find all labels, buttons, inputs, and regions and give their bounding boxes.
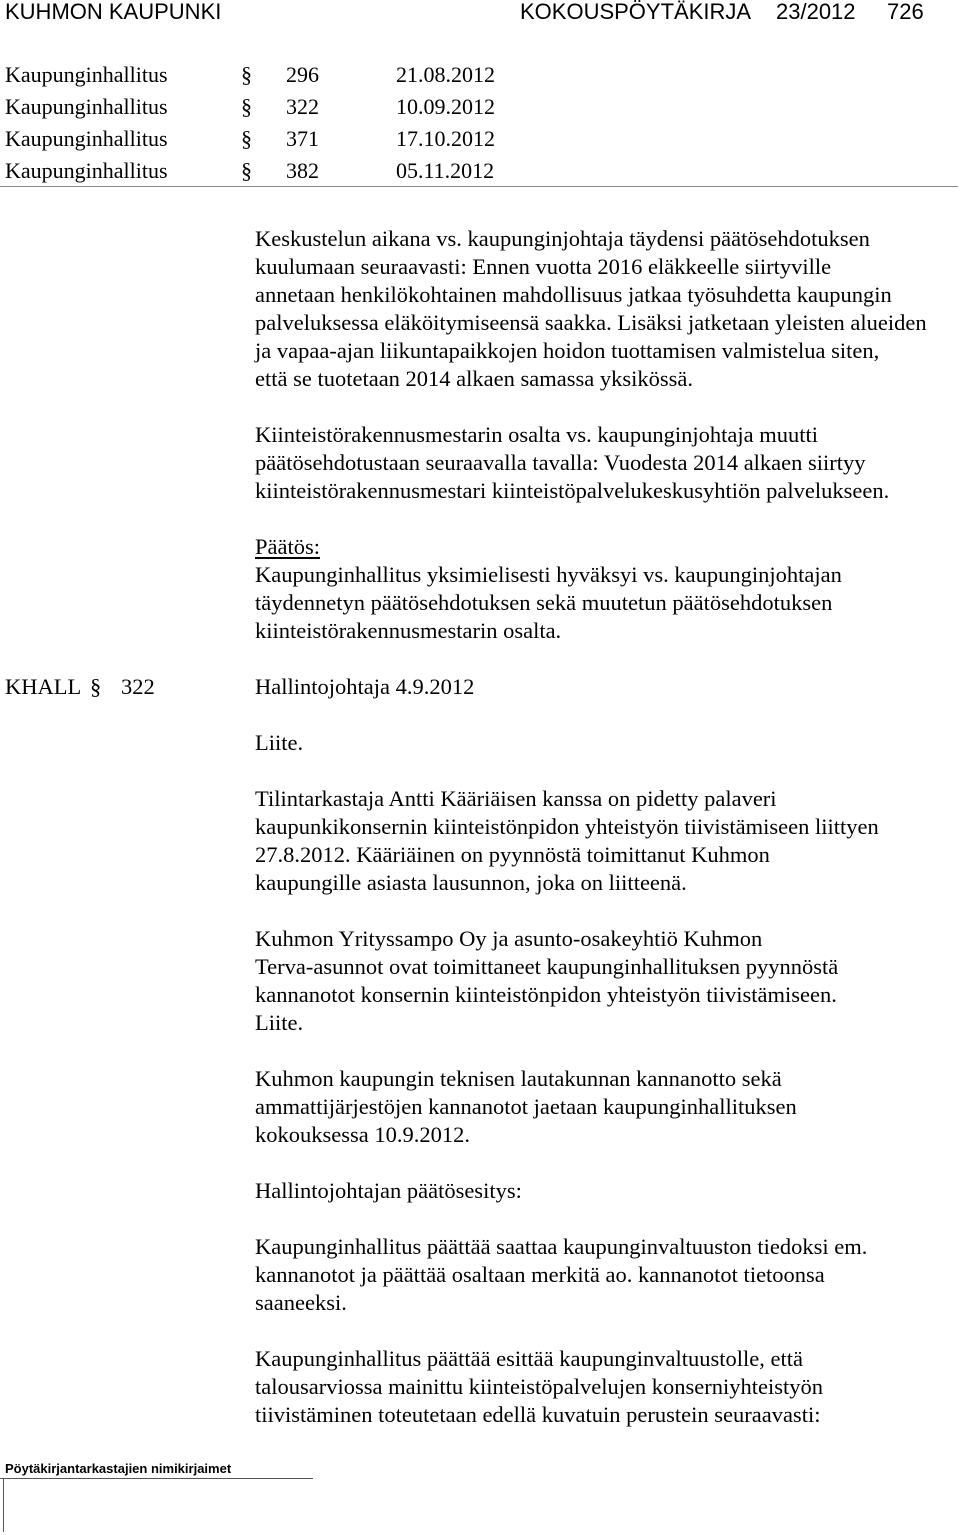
history-row [0, 91, 960, 123]
text-line: ammattijärjestöjen kannanotot jaetaan kaupunginhallituksen [255, 1094, 797, 1119]
text-line: saaneeksi. [255, 1290, 347, 1315]
text-line: talousarviossa mainittu kiinteistöpalvelujen konserniyhteistyön [255, 1374, 824, 1399]
section-symbol: § [90, 674, 102, 699]
text-line: kannanotot ja päättää osaltaan merkitä ao. kannanotot tietoonsa [255, 1262, 825, 1287]
history-divider [0, 186, 958, 187]
discussion-paragraph [0, 225, 960, 393]
organization-name: KUHMON KAUPUNKI [5, 0, 222, 24]
history-body: Kaupunginhallitus [5, 62, 168, 87]
decision-label-line [0, 533, 960, 561]
history-row [0, 59, 960, 91]
khall-entry [0, 673, 960, 701]
history-section: 382 [286, 158, 319, 183]
document-number: 23/2012 [776, 0, 856, 24]
technical-board-paragraph [0, 1065, 960, 1149]
text-line: Liite. [255, 1010, 304, 1035]
text-line: tiivistäminen toteutetaan edellä kuvatuin perustein seuraavasti: [255, 1402, 821, 1427]
text-line: Kiinteistörakennusmestarin osalta vs. kaupunginjohtaja muutti [255, 422, 819, 447]
history-body: Kaupunginhallitus [5, 126, 168, 151]
history-section: 371 [286, 126, 319, 151]
text-line: ja vapaa-ajan liikuntapaikkojen hoidon tuottamisen valmistelua siten, [255, 338, 880, 363]
history-date: 21.08.2012 [396, 62, 495, 87]
section-symbol: § [241, 158, 252, 183]
text-line: kaupunkikonsernin kiinteistönpidon yhteistyön tiivistämiseen liittyen [255, 814, 879, 839]
proposal-paragraph [0, 1345, 960, 1429]
decision-label: Päätös: [255, 534, 320, 559]
text-line: päätösehdotustaan seuraavalla tavalla: Vuodesta 2014 alkaen siirtyy [255, 450, 866, 475]
text-line: Tilintarkastaja Antti Kääriäisen kanssa on pidetty palaveri [255, 786, 777, 811]
initials-box-left-line [3, 1478, 4, 1532]
text-line: täydennetyn päätösehdotuksen sekä muutetun päätösehdotuksen [255, 590, 833, 615]
khall-author-date: Hallintojohtaja 4.9.2012 [255, 674, 475, 699]
history-body: Kaupunginhallitus [5, 94, 168, 119]
text-line: Kaupunginhallitus yksimielisesti hyväksyi vs. kaupunginjohtajan [255, 562, 842, 587]
khall-section: 322 [121, 674, 155, 699]
text-line: että se tuotetaan 2014 alkaen samassa yksikössä. [255, 366, 694, 391]
history-row [0, 155, 960, 187]
text-line: palveluksessa eläköitymiseensä saakka. Lisäksi jatketaan yleisten alueiden [255, 310, 927, 335]
text-line: kiinteistörakennusmestarin osalta. [255, 618, 562, 643]
text-line: kuulumaan seuraavasti: Ennen vuotta 2016 eläkkeelle siirtyville [255, 254, 832, 279]
attachment-note: Liite. [255, 730, 304, 755]
minutes-body [0, 225, 960, 1429]
text-line: kiinteistörakennusmestari kiinteistöpalvelukeskusyhtiön palvelukseen. [255, 478, 890, 503]
audit-paragraph [0, 785, 960, 897]
attachment-note-paragraph [0, 729, 960, 757]
proposal-paragraph [0, 1233, 960, 1317]
proposal-heading: Hallintojohtajan päätösesitys: [255, 1178, 522, 1203]
initials-box-top-line [0, 1478, 313, 1479]
text-line: Kaupunginhallitus päättää saattaa kaupunginvaltuuston tiedoksi em. [255, 1234, 868, 1259]
text-line: annetaan henkilökohtainen mahdollisuus jatkaa työsuhdetta kaupungin [255, 282, 892, 307]
khall-body: KHALL [5, 674, 82, 699]
decision-section [0, 533, 960, 645]
text-line: 27.8.2012. Kääriäinen on pyynnöstä toimittanut Kuhmon [255, 842, 770, 867]
text-line: kannanotot konsernin kiinteistönpidon yhteistyön tiivistämiseen. [255, 982, 837, 1007]
text-line: Kaupunginhallitus päättää esittää kaupunginvaltuustolle, että [255, 1346, 803, 1371]
statements-paragraph [0, 925, 960, 1037]
text-line: kokouksessa 10.9.2012. [255, 1122, 470, 1147]
initials-label: Pöytäkirjantarkastajien nimikirjaimet [5, 1461, 232, 1476]
text-line: Kuhmon Yrityssampo Oy ja asunto-osakeyhtiö Kuhmon [255, 926, 763, 951]
document-type: KOKOUSPÖYTÄKIRJA [520, 0, 752, 24]
history-section: 322 [286, 94, 319, 119]
text-line: Keskustelun aikana vs. kaupunginjohtaja täydensi päätösehdotuksen [255, 226, 870, 251]
khall-entry-line [0, 673, 960, 701]
text-line: Terva-asunnot ovat toimittaneet kaupunginhallituksen pyynnöstä [255, 954, 839, 979]
history-body: Kaupunginhallitus [5, 158, 168, 183]
text-line: kaupungille asiasta lausunnon, joka on liitteenä. [255, 870, 687, 895]
amendment-paragraph [0, 421, 960, 505]
page-number: 726 [887, 0, 924, 24]
history-row [0, 123, 960, 155]
proposal-heading-block [0, 1177, 960, 1205]
section-symbol: § [241, 62, 252, 87]
history-date: 05.11.2012 [396, 158, 495, 183]
history-date: 17.10.2012 [396, 126, 495, 151]
history-date: 10.09.2012 [396, 94, 495, 119]
text-line: Kuhmon kaupungin teknisen lautakunnan kannanotto sekä [255, 1066, 782, 1091]
history-section: 296 [286, 62, 319, 87]
section-symbol: § [241, 126, 252, 151]
section-symbol: § [241, 94, 252, 119]
